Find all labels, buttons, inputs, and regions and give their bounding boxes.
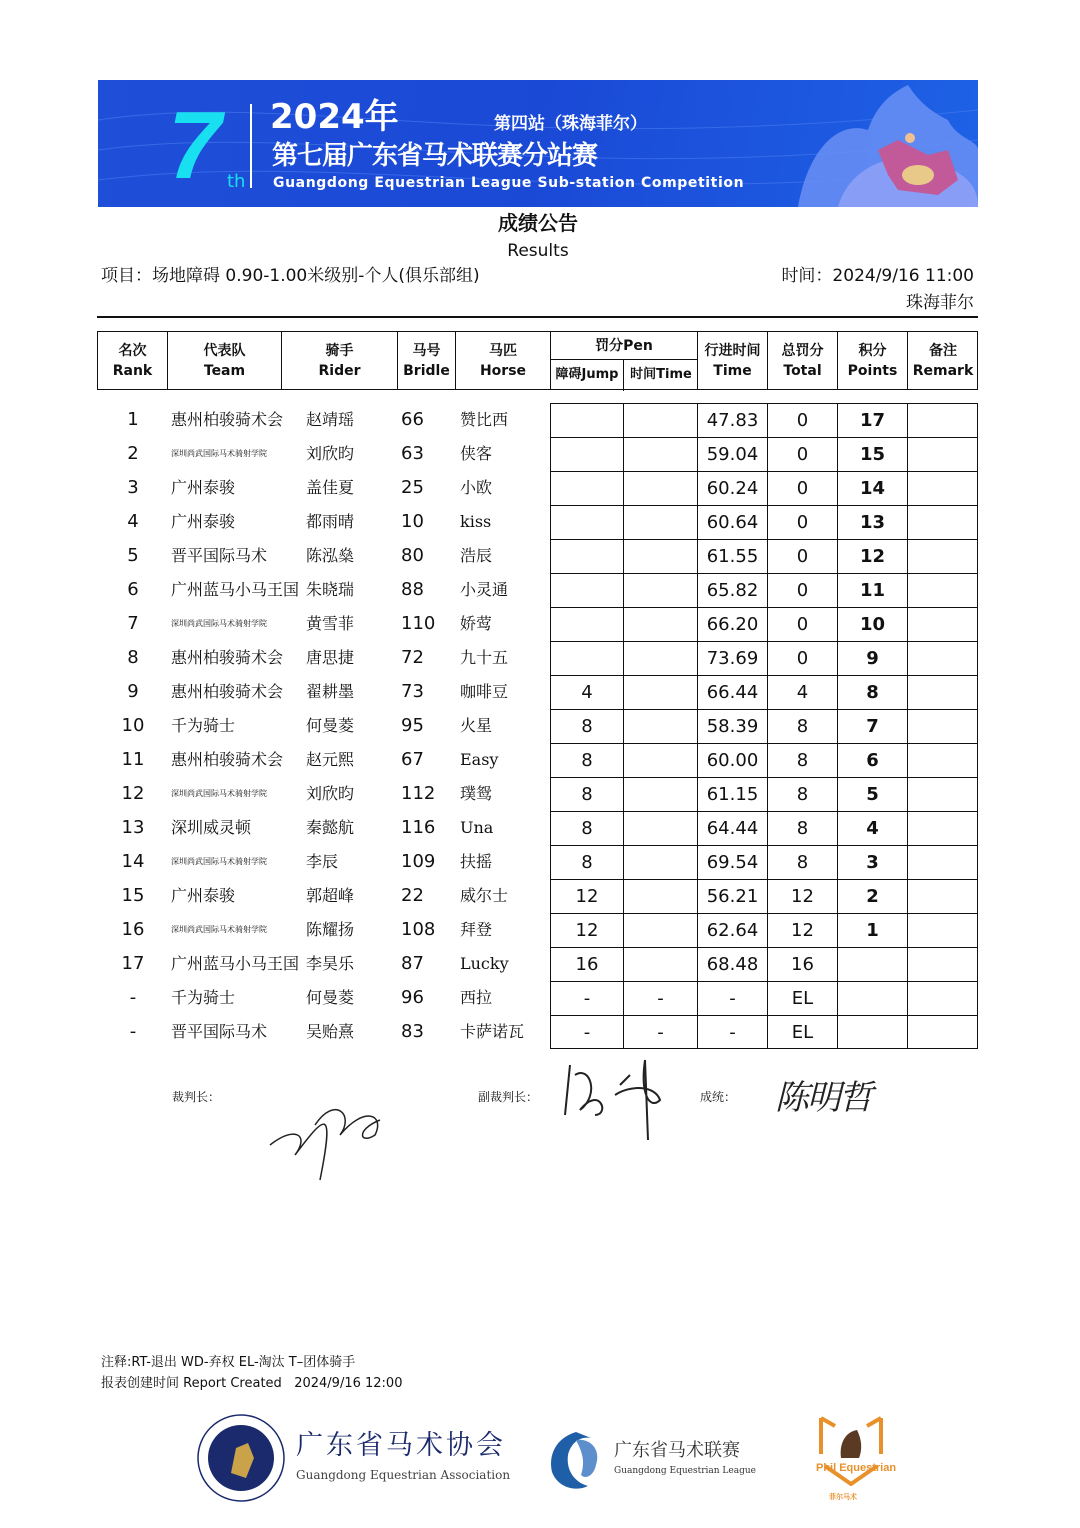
cell-jump: 8 [550, 709, 623, 743]
cell-rank: 15 [121, 885, 145, 906]
phil-shield-logo-icon [815, 1414, 887, 1486]
cell-team: 晋平国际马术 [171, 546, 268, 565]
cell-rank: 9 [127, 681, 139, 702]
cell-time: 60.24 [697, 471, 767, 505]
header-remark-cn: 备注 [929, 343, 957, 359]
cell-jump: 8 [550, 811, 623, 845]
gel-name-cn: 广东省马术联赛 [614, 1440, 740, 1461]
cell-total: 8 [767, 845, 837, 879]
table-row [0, 913, 1080, 947]
cell-team: 惠州柏骏骑术会 [171, 648, 284, 667]
cell-time: 60.00 [697, 743, 767, 777]
cell-jump [550, 539, 623, 573]
table-row [0, 811, 1080, 845]
cell-horse: kiss [460, 512, 492, 531]
cell-remark [907, 879, 978, 913]
cell-jump: 8 [550, 845, 623, 879]
cell-jump: 12 [550, 913, 623, 947]
header-team-cn: 代表队 [203, 343, 246, 359]
cell-jump: 8 [550, 777, 623, 811]
cell-points: 5 [837, 777, 907, 811]
cell-team: 广州蓝马小马王国 [171, 580, 300, 599]
cell-rank: 10 [121, 715, 145, 736]
edition-suffix: th [227, 171, 246, 192]
cell-total: 0 [767, 403, 837, 437]
cell-total: 0 [767, 641, 837, 675]
table-row [0, 879, 1080, 913]
cell-bridle: 22 [401, 885, 424, 906]
gea-logo [196, 1413, 286, 1503]
cell-timepen [623, 675, 697, 709]
cell-total: 8 [767, 811, 837, 845]
page-title: 成绩公告 [498, 211, 578, 235]
table-row [0, 403, 1080, 437]
cell-rider: 都雨晴 [306, 512, 355, 531]
cell-horse: Una [460, 818, 494, 837]
cell-bridle: 96 [401, 987, 424, 1008]
cell-remark [907, 641, 978, 675]
cell-time: 59.04 [697, 437, 767, 471]
cell-horse: Lucky [460, 954, 509, 973]
cell-points: 3 [837, 845, 907, 879]
report-created-label: 报表创建时间 Report Created [101, 1376, 282, 1391]
cell-jump [550, 471, 623, 505]
cell-bridle: 72 [401, 647, 424, 668]
cell-remark [907, 845, 978, 879]
cell-total: EL [767, 1015, 837, 1049]
table-row [0, 573, 1080, 607]
cell-team: 晋平国际马术 [171, 1022, 268, 1041]
cell-total: 12 [767, 913, 837, 947]
gea-emblem-icon [196, 1413, 286, 1503]
cell-timepen [623, 505, 697, 539]
cell-timepen [623, 709, 697, 743]
divider [97, 316, 978, 318]
cell-bridle: 116 [401, 817, 436, 838]
event-venue: 珠海菲尔 [906, 293, 974, 313]
deputy-judge-signature [560, 1055, 670, 1145]
cell-remark [907, 675, 978, 709]
header-time-penalty: 时间Time [630, 367, 692, 382]
header-rider [282, 332, 398, 389]
cell-time: 64.44 [697, 811, 767, 845]
cell-remark [907, 811, 978, 845]
cell-rider: 陈泓燊 [306, 546, 355, 565]
cell-time: 58.39 [697, 709, 767, 743]
table-row [0, 743, 1080, 777]
cell-horse: 赞比西 [460, 410, 509, 429]
header-points [838, 332, 908, 389]
table-row [0, 607, 1080, 641]
cell-points: 14 [837, 471, 907, 505]
cell-time: 62.64 [697, 913, 767, 947]
header-remark-en: Remark [912, 363, 974, 379]
header-total [768, 332, 838, 389]
cell-remark [907, 947, 978, 981]
table-row [0, 709, 1080, 743]
cell-time: - [697, 981, 767, 1015]
cell-remark [907, 471, 978, 505]
cell-timepen [623, 743, 697, 777]
event-banner [98, 80, 978, 207]
cell-bridle: 110 [401, 613, 436, 634]
cell-jump [550, 403, 623, 437]
cell-rider: 赵元熙 [306, 750, 355, 769]
cell-timepen: - [623, 1015, 697, 1049]
cell-horse: Easy [460, 750, 499, 769]
cell-rider: 翟耕墨 [306, 682, 355, 701]
cell-bridle: 25 [401, 477, 424, 498]
cell-points [837, 1015, 907, 1049]
header-rank [98, 332, 168, 389]
cell-horse: 浩辰 [460, 546, 493, 565]
cell-rider: 秦懿航 [306, 818, 355, 837]
cell-rider: 何曼菱 [306, 716, 355, 735]
cell-time: 60.64 [697, 505, 767, 539]
banner-title: 第七届广东省马术联赛分站赛 [272, 141, 598, 171]
cell-rider: 刘欣昀 [306, 784, 355, 803]
cell-time: 56.21 [697, 879, 767, 913]
cell-rider: 黄雪菲 [306, 614, 355, 633]
event-name: 项目：场地障碍 0.90-1.00米级别-个人(俱乐部组) [101, 266, 480, 286]
cell-team: 深圳尚武国际马术骑射学院 [171, 925, 267, 934]
cell-timepen [623, 539, 697, 573]
table-row [0, 505, 1080, 539]
cell-remark [907, 743, 978, 777]
cell-team: 千为骑士 [171, 988, 236, 1007]
table-row [0, 675, 1080, 709]
cell-time: 61.15 [697, 777, 767, 811]
cell-total: 0 [767, 471, 837, 505]
banner-year: 2024年 [270, 97, 399, 137]
table-row [0, 777, 1080, 811]
cell-rank: - [129, 1021, 137, 1042]
header-remark [908, 332, 978, 389]
header-penalty [551, 332, 698, 389]
cell-remark [907, 403, 978, 437]
cell-horse: 娇莺 [460, 614, 493, 633]
table-row [0, 437, 1080, 471]
header-rank-cn: 名次 [118, 343, 147, 359]
cell-bridle: 87 [401, 953, 424, 974]
cell-time: 66.20 [697, 607, 767, 641]
table-row [0, 947, 1080, 981]
cell-bridle: 109 [401, 851, 436, 872]
cell-team: 深圳威灵顿 [171, 818, 252, 837]
cell-timepen [623, 641, 697, 675]
cell-remark [907, 777, 978, 811]
gel-name-en: Guangdong Equestrian League [614, 1466, 756, 1476]
header-rider-cn: 骑手 [325, 343, 354, 359]
header-bridle-en: Bridle [403, 363, 450, 379]
cell-jump [550, 607, 623, 641]
cell-remark [907, 981, 978, 1015]
cell-horse: 小欧 [460, 478, 493, 497]
gel-horse-logo-icon [546, 1430, 608, 1492]
cell-team: 惠州柏骏骑术会 [171, 682, 284, 701]
cell-total: 8 [767, 777, 837, 811]
cell-points: 11 [837, 573, 907, 607]
cell-bridle: 83 [401, 1021, 424, 1042]
cell-team: 深圳尚武国际马术骑射学院 [171, 619, 267, 628]
header-points-cn: 积分 [858, 343, 887, 359]
scorer-signature: 陈明哲 [775, 1078, 871, 1118]
cell-remark [907, 1015, 978, 1049]
cell-rank: 13 [121, 817, 145, 838]
header-time-en: Time [713, 363, 752, 379]
cell-rider: 赵靖瑶 [306, 410, 355, 429]
cell-total: 8 [767, 709, 837, 743]
cell-points: 7 [837, 709, 907, 743]
phil-name: Phil Equestrian [816, 1462, 897, 1474]
cell-rank: 2 [127, 443, 139, 464]
header-time [698, 332, 768, 389]
cell-points: 12 [837, 539, 907, 573]
cell-time: - [697, 1015, 767, 1049]
cell-bridle: 80 [401, 545, 424, 566]
chief-judge-signature [265, 1075, 390, 1185]
cell-horse: 九十五 [460, 648, 509, 667]
cell-timepen [623, 947, 697, 981]
cell-rider: 郭超峰 [306, 886, 355, 905]
cell-jump: 16 [550, 947, 623, 981]
cell-rider: 李辰 [306, 852, 339, 871]
cell-rank: 17 [121, 953, 145, 974]
cell-bridle: 66 [401, 409, 424, 430]
cell-horse: 璞鸳 [460, 784, 493, 803]
header-jump: 障碍Jump [551, 360, 624, 391]
cell-horse: 咖啡豆 [460, 682, 509, 701]
cell-jump: 4 [550, 675, 623, 709]
cell-total: EL [767, 981, 837, 1015]
cell-bridle: 10 [401, 511, 424, 532]
cell-bridle: 63 [401, 443, 424, 464]
cell-total: 16 [767, 947, 837, 981]
cell-bridle: 88 [401, 579, 424, 600]
cell-team: 广州泰骏 [171, 478, 236, 497]
header-rider-en: Rider [318, 363, 361, 379]
cell-total: 0 [767, 437, 837, 471]
cell-total: 0 [767, 573, 837, 607]
event-time: 时间：2024/9/16 11:00 [781, 266, 974, 286]
cell-timepen [623, 879, 697, 913]
cell-rider: 陈耀扬 [306, 920, 355, 939]
edition-number: 7 [168, 92, 222, 199]
page-subtitle: Results [507, 241, 569, 261]
cell-points: 4 [837, 811, 907, 845]
header-team-en: Team [203, 363, 246, 379]
cell-rank: 12 [121, 783, 145, 804]
cell-remark [907, 437, 978, 471]
cell-horse: 小灵通 [460, 580, 509, 599]
cell-bridle: 67 [401, 749, 424, 770]
header-rank-en: Rank [112, 363, 153, 379]
cell-team: 千为骑士 [171, 716, 236, 735]
cell-jump: 12 [550, 879, 623, 913]
table-row [0, 471, 1080, 505]
cell-remark [907, 539, 978, 573]
cell-timepen [623, 471, 697, 505]
header-time-cn: 行进时间 [704, 343, 761, 359]
table-row [0, 981, 1080, 1015]
cell-remark [907, 505, 978, 539]
cell-timepen [623, 811, 697, 845]
cell-rank: 7 [127, 613, 139, 634]
cell-total: 0 [767, 539, 837, 573]
cell-horse: 扶摇 [460, 852, 493, 871]
gea-name-en: Guangdong Equestrian Association [296, 1468, 511, 1482]
cell-rank: 1 [127, 409, 139, 430]
cell-time: 73.69 [697, 641, 767, 675]
cell-rank: - [129, 987, 137, 1008]
cell-timepen [623, 573, 697, 607]
cell-timepen [623, 913, 697, 947]
phil-name-cn: 菲尔马术 [829, 1493, 857, 1501]
cell-team: 广州泰骏 [171, 886, 236, 905]
header-horse-cn: 马匹 [489, 343, 517, 359]
cell-time: 66.44 [697, 675, 767, 709]
cell-horse: 卡萨诺瓦 [460, 1022, 525, 1041]
cell-rank: 5 [127, 545, 139, 566]
cell-points: 1 [837, 913, 907, 947]
cell-points: 8 [837, 675, 907, 709]
cell-rider: 吴贻熹 [306, 1022, 355, 1041]
cell-rider: 唐思捷 [306, 648, 355, 667]
cell-points [837, 947, 907, 981]
cell-jump: - [550, 981, 623, 1015]
cell-rank: 8 [127, 647, 139, 668]
cell-points: 2 [837, 879, 907, 913]
cell-points: 6 [837, 743, 907, 777]
header-total-en: Total [783, 363, 822, 379]
cell-total: 8 [767, 743, 837, 777]
cell-jump [550, 641, 623, 675]
cell-horse: 拜登 [460, 920, 493, 939]
table-row [0, 1015, 1080, 1049]
banner-stage: 第四站（珠海菲尔） [494, 114, 647, 134]
cell-remark [907, 709, 978, 743]
header-horse-en: Horse [479, 363, 527, 379]
cell-jump [550, 437, 623, 471]
banner-subtitle-en: Guangdong Equestrian League Sub-station Competition [273, 175, 745, 191]
cell-points: 17 [837, 403, 907, 437]
cell-horse: 西拉 [460, 988, 493, 1007]
header-points-en: Points [847, 363, 898, 379]
cell-rider: 盖佳夏 [306, 478, 355, 497]
header-team [168, 332, 282, 389]
cell-timepen [623, 777, 697, 811]
cell-points [837, 981, 907, 1015]
cell-jump [550, 573, 623, 607]
header-bridle-cn: 马号 [412, 343, 441, 359]
cell-timepen [623, 607, 697, 641]
cell-rank: 6 [127, 579, 139, 600]
cell-rank: 3 [127, 477, 139, 498]
scorer-label: 成统： [700, 1090, 737, 1104]
cell-total: 12 [767, 879, 837, 913]
cell-bridle: 95 [401, 715, 424, 736]
legend-note: 注释:RT-退出 WD-弃权 EL-淘汰 T–团体骑手 [101, 1355, 356, 1370]
cell-horse: 威尔士 [460, 886, 509, 905]
cell-jump: - [550, 1015, 623, 1049]
cell-remark [907, 913, 978, 947]
cell-team: 广州泰骏 [171, 512, 236, 531]
cell-rank: 16 [121, 919, 145, 940]
cell-jump [550, 505, 623, 539]
chief-judge-label: 裁判长： [172, 1090, 221, 1104]
cell-rider: 李昊乐 [306, 954, 355, 973]
cell-points: 9 [837, 641, 907, 675]
header-horse [456, 332, 551, 389]
cell-team: 广州蓝马小马王国 [171, 954, 300, 973]
cell-team: 深圳尚武国际马术骑射学院 [171, 789, 267, 798]
cell-remark [907, 573, 978, 607]
cell-team: 惠州柏骏骑术会 [171, 410, 284, 429]
cell-rider: 何曼菱 [306, 988, 355, 1007]
cell-rank: 11 [121, 749, 145, 770]
cell-team: 深圳尚武国际马术骑射学院 [171, 857, 267, 866]
cell-total: 4 [767, 675, 837, 709]
cell-time: 65.82 [697, 573, 767, 607]
cell-horse: 侠客 [460, 444, 493, 463]
cell-timepen [623, 845, 697, 879]
cell-bridle: 112 [401, 783, 436, 804]
cell-horse: 火星 [460, 716, 493, 735]
cell-bridle: 108 [401, 919, 436, 940]
gea-name-cn: 广东省马术协会 [296, 1430, 506, 1461]
cell-team: 深圳尚武国际马术骑射学院 [171, 449, 267, 458]
table-row [0, 641, 1080, 675]
report-created [101, 1376, 402, 1392]
cell-time: 69.54 [697, 845, 767, 879]
cell-rider: 朱晓瑞 [306, 580, 355, 599]
header-total-cn: 总罚分 [781, 343, 824, 359]
cell-time: 47.83 [697, 403, 767, 437]
table-header [97, 331, 978, 390]
cell-points: 15 [837, 437, 907, 471]
cell-rider: 刘欣昀 [306, 444, 355, 463]
header-penalty-title: 罚分Pen [551, 332, 697, 360]
cell-rank: 14 [121, 851, 145, 872]
cell-points: 13 [837, 505, 907, 539]
report-created-value: 2024/9/16 12:00 [294, 1376, 403, 1391]
cell-timepen [623, 437, 697, 471]
cell-total: 0 [767, 607, 837, 641]
cell-time: 61.55 [697, 539, 767, 573]
cell-remark [907, 607, 978, 641]
cell-team: 惠州柏骏骑术会 [171, 750, 284, 769]
cell-timepen: - [623, 981, 697, 1015]
banner-divider [250, 104, 252, 188]
cell-time: 68.48 [697, 947, 767, 981]
table-row [0, 539, 1080, 573]
cell-timepen [623, 403, 697, 437]
table-row [0, 845, 1080, 879]
deputy-judge-label: 副裁判长： [478, 1090, 539, 1104]
cell-bridle: 73 [401, 681, 424, 702]
header-bridle [398, 332, 456, 389]
cell-points: 10 [837, 607, 907, 641]
cell-jump: 8 [550, 743, 623, 777]
cell-total: 0 [767, 505, 837, 539]
cell-rank: 4 [127, 511, 139, 532]
